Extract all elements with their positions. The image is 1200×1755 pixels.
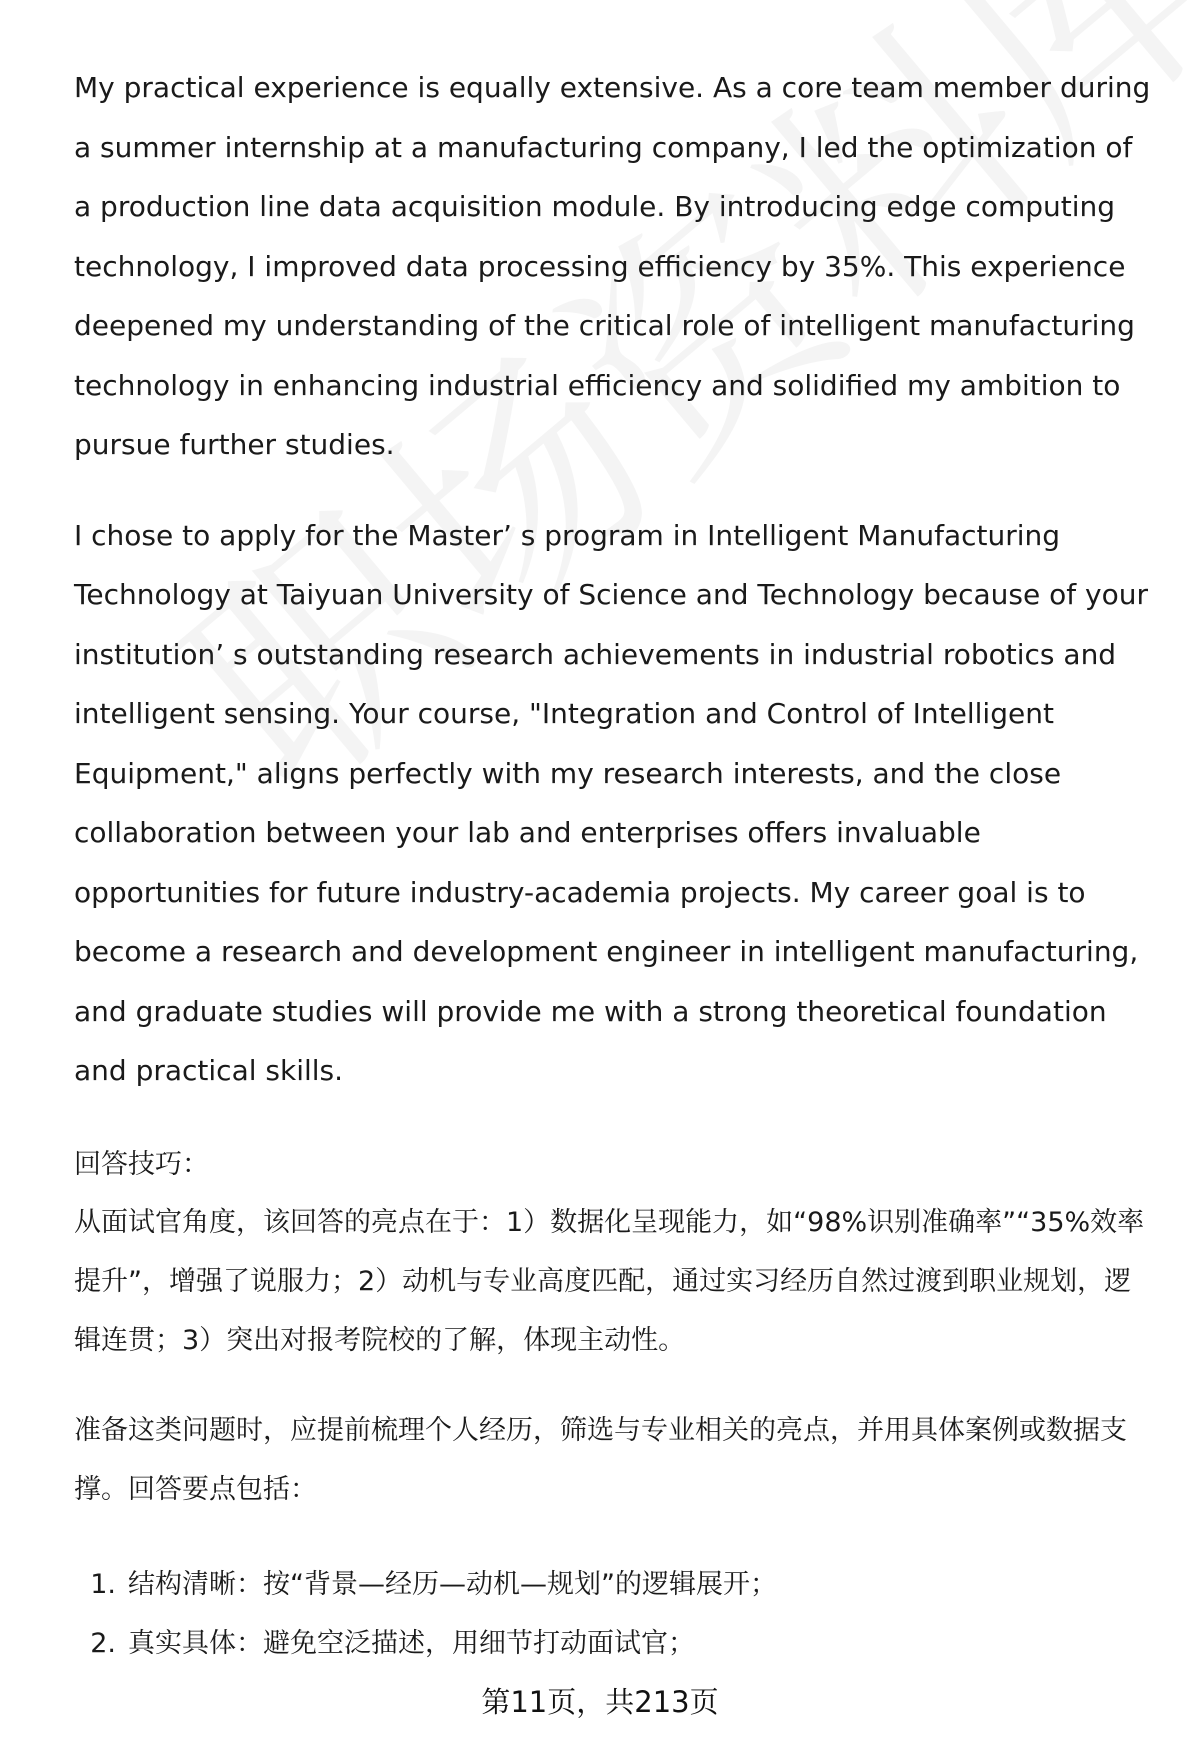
tips-preparation-paragraph: 准备这类问题时，应提前梳理个人经历，筛选与专业相关的亮点，并用具体案例或数据支撑。回答要点包括： — [74, 1414, 1127, 1505]
list-item — [74, 1614, 1154, 1673]
paragraph-program-motivation: I chose to apply for the Master’ s program in Intelligent Manufacturing Technology at Taiyuan University of Science and Technology because of your institution’ s outstanding research achievements in industrial robotics and intelligent sensing. Your course, "Integration and Control of Intelligent Equipment," aligns perfectly with my research interests, and the close collaboration between your lab and enterprises offers invaluable opportunities for future industry-academia projects. My career goal is to become a research and development engineer in intelligent manufacturing, and graduate studies will provide me with a strong theoretical foundation and practical skills. — [74, 518, 1148, 1087]
tips-points-list — [74, 1555, 1154, 1673]
tips-heading: 回答技巧： — [74, 1148, 209, 1180]
paragraph-practical-experience: My practical experience is equally extensive. As a core team member during a summer internship at a manufacturing company, I led the optimization of a production line data acquisition module. By introducing edge computing technology, I improved data processing efficiency by 35%. This experience deepened my understanding of the critical role of intelligent manufacturing technology in enhancing industrial efficiency and solidified my ambition to pursue further studies. — [74, 71, 1151, 461]
tips-analysis-paragraph: 从面试官角度，该回答的亮点在于：1）数据化呈现能力，如“98%识别准确率”“35%效率提升”，增强了说服力；2）动机与专业高度匹配，通过实习经历自然过渡到职业规划，逻辑连贯；3）突出对报考院校的了解，体现主动性。 — [74, 1206, 1145, 1356]
list-item-text: 结构清晰：按“背景—经历—动机—规划”的逻辑展开； — [128, 1568, 777, 1600]
list-item-text: 真实具体：避免空泛描述，用细节打动面试官； — [128, 1627, 695, 1659]
list-item — [74, 1555, 1154, 1614]
page-number-footer: 第11页，共213页 — [481, 1685, 719, 1719]
page-content — [74, 58, 1154, 1673]
list-item-number: 2. — [90, 1627, 116, 1659]
list-item-number: 1. — [90, 1568, 116, 1600]
